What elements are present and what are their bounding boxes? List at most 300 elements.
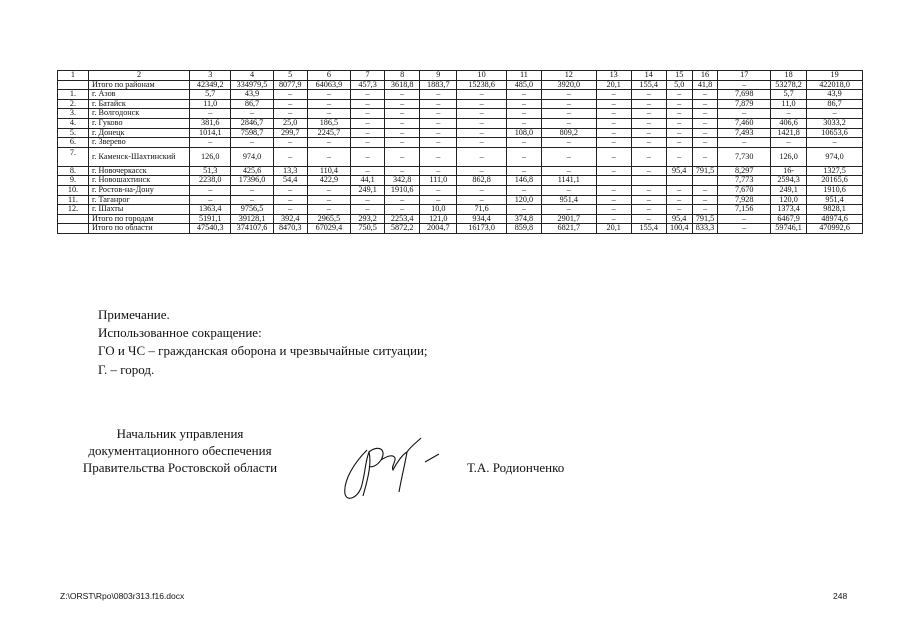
row-number-cell	[58, 214, 89, 224]
value-cell: –	[351, 118, 385, 128]
value-cell: –	[457, 138, 507, 148]
position-line: Начальник управления	[116, 426, 244, 441]
header-cell: 18	[771, 71, 807, 81]
value-cell: 8077,9	[273, 80, 307, 90]
value-cell: –	[692, 90, 718, 100]
value-cell: 859,8	[506, 224, 541, 234]
table-row	[58, 224, 863, 234]
value-cell: 1421,8	[771, 128, 807, 138]
value-cell: –	[631, 109, 666, 119]
table-row	[58, 118, 863, 128]
value-cell: –	[307, 99, 350, 109]
value-cell: –	[351, 109, 385, 119]
value-cell: –	[506, 138, 541, 148]
value-cell: –	[692, 138, 718, 148]
value-cell: 974,0	[231, 147, 273, 166]
value-cell: –	[351, 90, 385, 100]
value-cell: 3618,8	[385, 80, 420, 90]
header-cell: 5	[273, 71, 307, 81]
value-cell: –	[666, 195, 692, 205]
value-cell: 2965,5	[307, 214, 350, 224]
table-row	[58, 99, 863, 109]
value-cell: 7,773	[718, 176, 771, 186]
value-cell: 299,7	[273, 128, 307, 138]
value-cell: 48974,6	[807, 214, 863, 224]
value-cell: 2253,4	[385, 214, 420, 224]
value-cell: –	[231, 195, 273, 205]
row-label-cell: Итого по области	[88, 224, 189, 234]
value-cell: 1883,7	[420, 80, 457, 90]
table-header	[58, 71, 863, 81]
value-cell: –	[420, 90, 457, 100]
value-cell: 381,6	[190, 118, 231, 128]
value-cell: –	[420, 195, 457, 205]
value-cell: –	[457, 128, 507, 138]
row-label-cell: г. Каменск-Шахтинский	[88, 147, 189, 166]
header-cell: 14	[631, 71, 666, 81]
value-cell: 5,7	[771, 90, 807, 100]
value-cell: 7,928	[718, 195, 771, 205]
value-cell: 293,2	[351, 214, 385, 224]
value-cell: 2846,7	[231, 118, 273, 128]
value-cell: 59746,1	[771, 224, 807, 234]
value-cell: 5,0	[666, 80, 692, 90]
value-cell: 7,156	[718, 205, 771, 215]
value-cell: –	[385, 128, 420, 138]
table-row	[58, 185, 863, 195]
value-cell: –	[541, 118, 596, 128]
row-number-cell: 5.	[58, 128, 89, 138]
value-cell: 334979,5	[231, 80, 273, 90]
value-cell: –	[273, 90, 307, 100]
value-cell: 7,879	[718, 99, 771, 109]
row-number-cell	[58, 80, 89, 90]
value-cell: –	[541, 90, 596, 100]
value-cell: –	[307, 138, 350, 148]
value-cell: 951,4	[807, 195, 863, 205]
value-cell: –	[541, 109, 596, 119]
row-label-cell: Итого по городам	[88, 214, 189, 224]
value-cell: 425,6	[231, 166, 273, 176]
value-cell: –	[273, 109, 307, 119]
value-cell: 43,9	[231, 90, 273, 100]
value-cell: 7,670	[718, 185, 771, 195]
value-cell	[596, 176, 631, 186]
value-cell: 100,4	[666, 224, 692, 234]
value-cell: 42349,2	[190, 80, 231, 90]
value-cell: 934,4	[457, 214, 507, 224]
value-cell: –	[506, 99, 541, 109]
value-cell: –	[541, 166, 596, 176]
value-cell: 422018,0	[807, 80, 863, 90]
header-cell: 9	[420, 71, 457, 81]
value-cell: 1363,4	[190, 205, 231, 215]
row-number-cell: 11.	[58, 195, 89, 205]
note-abbrev-heading: Использованное сокращение:	[98, 325, 262, 341]
value-cell: –	[506, 90, 541, 100]
value-cell: –	[273, 147, 307, 166]
value-cell: –	[273, 138, 307, 148]
header-cell: 16	[692, 71, 718, 81]
value-cell: 13,3	[273, 166, 307, 176]
value-cell: 86,7	[231, 99, 273, 109]
row-number-cell: 12.	[58, 205, 89, 215]
value-cell: 457,3	[351, 80, 385, 90]
value-cell: –	[666, 138, 692, 148]
row-number-cell: 9.	[58, 176, 89, 186]
header-cell: 8	[385, 71, 420, 81]
table-row	[58, 128, 863, 138]
value-cell: –	[420, 138, 457, 148]
row-number-cell: 8.	[58, 166, 89, 176]
value-cell: 53278,2	[771, 80, 807, 90]
position-line: документационного обеспечения	[88, 443, 272, 458]
header-row	[58, 71, 863, 81]
value-cell: 155,4	[631, 80, 666, 90]
value-cell: 16173,0	[457, 224, 507, 234]
value-cell: –	[718, 224, 771, 234]
value-cell: –	[692, 147, 718, 166]
value-cell: 10,0	[420, 205, 457, 215]
value-cell: 6821,7	[541, 224, 596, 234]
value-cell: –	[596, 195, 631, 205]
value-cell: 186,5	[307, 118, 350, 128]
value-cell: –	[307, 90, 350, 100]
value-cell: 8470,3	[273, 224, 307, 234]
value-cell: 20,1	[596, 224, 631, 234]
value-cell: –	[541, 147, 596, 166]
value-cell: 44,1	[351, 176, 385, 186]
value-cell: –	[457, 90, 507, 100]
signer-name: Т.А. Родионченко	[467, 460, 565, 475]
value-cell: –	[718, 214, 771, 224]
row-number-cell: 3.	[58, 109, 89, 119]
value-cell: –	[506, 185, 541, 195]
value-cell: –	[718, 80, 771, 90]
value-cell: 5191,1	[190, 214, 231, 224]
value-cell: –	[692, 195, 718, 205]
value-cell: 470992,6	[807, 224, 863, 234]
value-cell: 121,0	[420, 214, 457, 224]
value-cell: 126,0	[771, 147, 807, 166]
value-cell	[666, 176, 692, 186]
value-cell: –	[596, 128, 631, 138]
header-cell: 15	[666, 71, 692, 81]
value-cell: –	[457, 195, 507, 205]
value-cell: –	[631, 99, 666, 109]
value-cell: –	[506, 109, 541, 119]
value-cell: –	[231, 138, 273, 148]
value-cell: 54,4	[273, 176, 307, 186]
value-cell: –	[596, 185, 631, 195]
value-cell: 7,730	[718, 147, 771, 166]
row-label-cell: г. Зверево	[88, 138, 189, 148]
value-cell: –	[385, 205, 420, 215]
row-number-cell	[58, 224, 89, 234]
value-cell: –	[457, 166, 507, 176]
table-row	[58, 138, 863, 148]
value-cell: –	[541, 138, 596, 148]
value-cell: 20165,6	[807, 176, 863, 186]
value-cell: –	[631, 185, 666, 195]
value-cell: 1327,5	[807, 166, 863, 176]
value-cell: 95,4	[666, 166, 692, 176]
value-cell: –	[273, 185, 307, 195]
value-cell: –	[351, 99, 385, 109]
header-cell: 4	[231, 71, 273, 81]
value-cell	[631, 176, 666, 186]
value-cell: –	[385, 147, 420, 166]
value-cell: –	[596, 90, 631, 100]
value-cell: –	[596, 205, 631, 215]
value-cell: –	[457, 147, 507, 166]
value-cell: –	[718, 138, 771, 148]
value-cell: –	[506, 118, 541, 128]
value-cell: 86,7	[807, 99, 863, 109]
value-cell: –	[231, 185, 273, 195]
value-cell: 2004,7	[420, 224, 457, 234]
value-cell: 7,460	[718, 118, 771, 128]
value-cell: –	[807, 109, 863, 119]
value-cell: –	[666, 128, 692, 138]
value-cell: –	[692, 205, 718, 215]
value-cell: –	[506, 166, 541, 176]
value-cell: 126,0	[190, 147, 231, 166]
header-cell: 6	[307, 71, 350, 81]
value-cell: 374107,6	[231, 224, 273, 234]
table-row	[58, 109, 863, 119]
value-cell: –	[807, 138, 863, 148]
value-cell: –	[506, 147, 541, 166]
row-label-cell: г. Новочеркасск	[88, 166, 189, 176]
data-table	[57, 70, 863, 234]
value-cell: 7,698	[718, 90, 771, 100]
table-row	[58, 80, 863, 90]
value-cell: 406,6	[771, 118, 807, 128]
header-cell: 7	[351, 71, 385, 81]
value-cell: –	[420, 99, 457, 109]
value-cell: –	[307, 185, 350, 195]
table-row	[58, 176, 863, 186]
value-cell: –	[231, 109, 273, 119]
value-cell: 8,297	[718, 166, 771, 176]
value-cell: –	[307, 147, 350, 166]
value-cell: 422,9	[307, 176, 350, 186]
value-cell: 2238,0	[190, 176, 231, 186]
value-cell: 392,4	[273, 214, 307, 224]
value-cell: 374,8	[506, 214, 541, 224]
value-cell: –	[190, 185, 231, 195]
table-row	[58, 205, 863, 215]
row-label-cell: г. Батайск	[88, 99, 189, 109]
value-cell: –	[273, 195, 307, 205]
value-cell: –	[351, 138, 385, 148]
value-cell: 11,0	[771, 99, 807, 109]
value-cell: 2245,7	[307, 128, 350, 138]
value-cell: –	[666, 109, 692, 119]
note-title: Примечание.	[98, 307, 170, 322]
value-cell: 1373,4	[771, 205, 807, 215]
value-cell: –	[631, 205, 666, 215]
table-row	[58, 90, 863, 100]
value-cell: 9828,1	[807, 205, 863, 215]
value-cell: 485,0	[506, 80, 541, 90]
row-number-cell: 7.	[58, 147, 89, 166]
row-label-cell: г. Ростов-на-Дону	[88, 185, 189, 195]
value-cell: 11,0	[190, 99, 231, 109]
row-number-cell: 6.	[58, 138, 89, 148]
value-cell: 111,0	[420, 176, 457, 186]
value-cell: 249,1	[771, 185, 807, 195]
value-cell: 43,9	[807, 90, 863, 100]
value-cell: –	[631, 128, 666, 138]
value-cell: –	[631, 195, 666, 205]
header-cell: 11	[506, 71, 541, 81]
value-cell: –	[351, 128, 385, 138]
value-cell: 71,6	[457, 205, 507, 215]
value-cell: –	[420, 128, 457, 138]
value-cell: 1910,6	[385, 185, 420, 195]
footer-file-path: Z:\ORST\Rpo\0803r313.f16.docx	[60, 591, 185, 601]
value-cell: –	[541, 185, 596, 195]
value-cell: –	[457, 99, 507, 109]
row-number-cell: 1.	[58, 90, 89, 100]
value-cell: –	[273, 99, 307, 109]
row-label-cell: г. Новошахтинск	[88, 176, 189, 186]
row-number-cell: 4.	[58, 118, 89, 128]
value-cell: –	[596, 214, 631, 224]
value-cell: 110,4	[307, 166, 350, 176]
note-abbrev-go-chs: ГО и ЧС – гражданская оборона и чрезвычайные ситуации;	[98, 343, 428, 359]
value-cell: –	[351, 205, 385, 215]
table-body	[58, 80, 863, 233]
value-cell: –	[666, 205, 692, 215]
value-cell: 25,0	[273, 118, 307, 128]
value-cell: –	[420, 147, 457, 166]
value-cell: –	[420, 109, 457, 119]
row-label-cell: г. Азов	[88, 90, 189, 100]
value-cell: –	[692, 118, 718, 128]
header-cell: 2	[88, 71, 189, 81]
header-cell: 10	[457, 71, 507, 81]
value-cell: 1014,1	[190, 128, 231, 138]
value-cell: –	[692, 109, 718, 119]
value-cell: 41,8	[692, 80, 718, 90]
value-cell: 2594,3	[771, 176, 807, 186]
value-cell: –	[190, 138, 231, 148]
header-cell: 3	[190, 71, 231, 81]
value-cell: 146,8	[506, 176, 541, 186]
value-cell: 51,3	[190, 166, 231, 176]
value-cell: –	[666, 99, 692, 109]
value-cell: 809,2	[541, 128, 596, 138]
value-cell: –	[596, 109, 631, 119]
value-cell: –	[420, 118, 457, 128]
value-cell: 9756,5	[231, 205, 273, 215]
value-cell: –	[307, 205, 350, 215]
value-cell: 951,4	[541, 195, 596, 205]
value-cell: 6467,9	[771, 214, 807, 224]
value-cell: –	[631, 166, 666, 176]
value-cell: 120,0	[771, 195, 807, 205]
value-cell: –	[385, 166, 420, 176]
row-label-cell: г. Гуково	[88, 118, 189, 128]
value-cell: 3920,0	[541, 80, 596, 90]
value-cell: –	[596, 166, 631, 176]
row-label-cell: Итого по районам	[88, 80, 189, 90]
value-cell: –	[596, 147, 631, 166]
page-number: 248	[833, 591, 848, 601]
value-cell: 862,8	[457, 176, 507, 186]
value-cell: –	[596, 99, 631, 109]
value-cell: 17396,0	[231, 176, 273, 186]
value-cell: –	[420, 166, 457, 176]
value-cell: 39128,1	[231, 214, 273, 224]
value-cell: –	[351, 147, 385, 166]
value-cell: 833,3	[692, 224, 718, 234]
value-cell: –	[771, 109, 807, 119]
value-cell: 47540,3	[190, 224, 231, 234]
value-cell: 10653,6	[807, 128, 863, 138]
value-cell: –	[351, 195, 385, 205]
value-cell: –	[692, 128, 718, 138]
value-cell: –	[596, 118, 631, 128]
value-cell: –	[385, 99, 420, 109]
value-cell: –	[666, 147, 692, 166]
value-cell: –	[631, 147, 666, 166]
value-cell: 1910,6	[807, 185, 863, 195]
table-row	[58, 195, 863, 205]
value-cell: –	[692, 185, 718, 195]
value-cell: 20,1	[596, 80, 631, 90]
header-cell: 13	[596, 71, 631, 81]
value-cell: –	[457, 109, 507, 119]
row-number-cell: 10.	[58, 185, 89, 195]
value-cell: 791,5	[692, 214, 718, 224]
header-cell: 1	[58, 71, 89, 81]
value-cell: 7,493	[718, 128, 771, 138]
value-cell: –	[541, 99, 596, 109]
value-cell: –	[541, 205, 596, 215]
header-cell: 12	[541, 71, 596, 81]
value-cell: –	[631, 118, 666, 128]
value-cell: –	[420, 185, 457, 195]
value-cell: –	[385, 195, 420, 205]
value-cell: 1141,1	[541, 176, 596, 186]
value-cell	[692, 176, 718, 186]
note-abbrev-city: Г. – город.	[98, 361, 155, 377]
value-cell: –	[273, 205, 307, 215]
note-block	[98, 306, 428, 379]
value-cell: –	[307, 109, 350, 119]
value-cell: 15238,6	[457, 80, 507, 90]
value-cell: –	[307, 195, 350, 205]
row-number-cell: 2.	[58, 99, 89, 109]
header-cell: 19	[807, 71, 863, 81]
value-cell: 974,0	[807, 147, 863, 166]
value-cell: –	[718, 109, 771, 119]
value-cell: 342,8	[385, 176, 420, 186]
value-cell: –	[666, 90, 692, 100]
value-cell: –	[385, 118, 420, 128]
value-cell: –	[385, 138, 420, 148]
value-cell: 67029,4	[307, 224, 350, 234]
value-cell: 2901,7	[541, 214, 596, 224]
row-label-cell: г. Волгодонск	[88, 109, 189, 119]
table-row	[58, 147, 863, 166]
value-cell: 5872,2	[385, 224, 420, 234]
table-row	[58, 214, 863, 224]
